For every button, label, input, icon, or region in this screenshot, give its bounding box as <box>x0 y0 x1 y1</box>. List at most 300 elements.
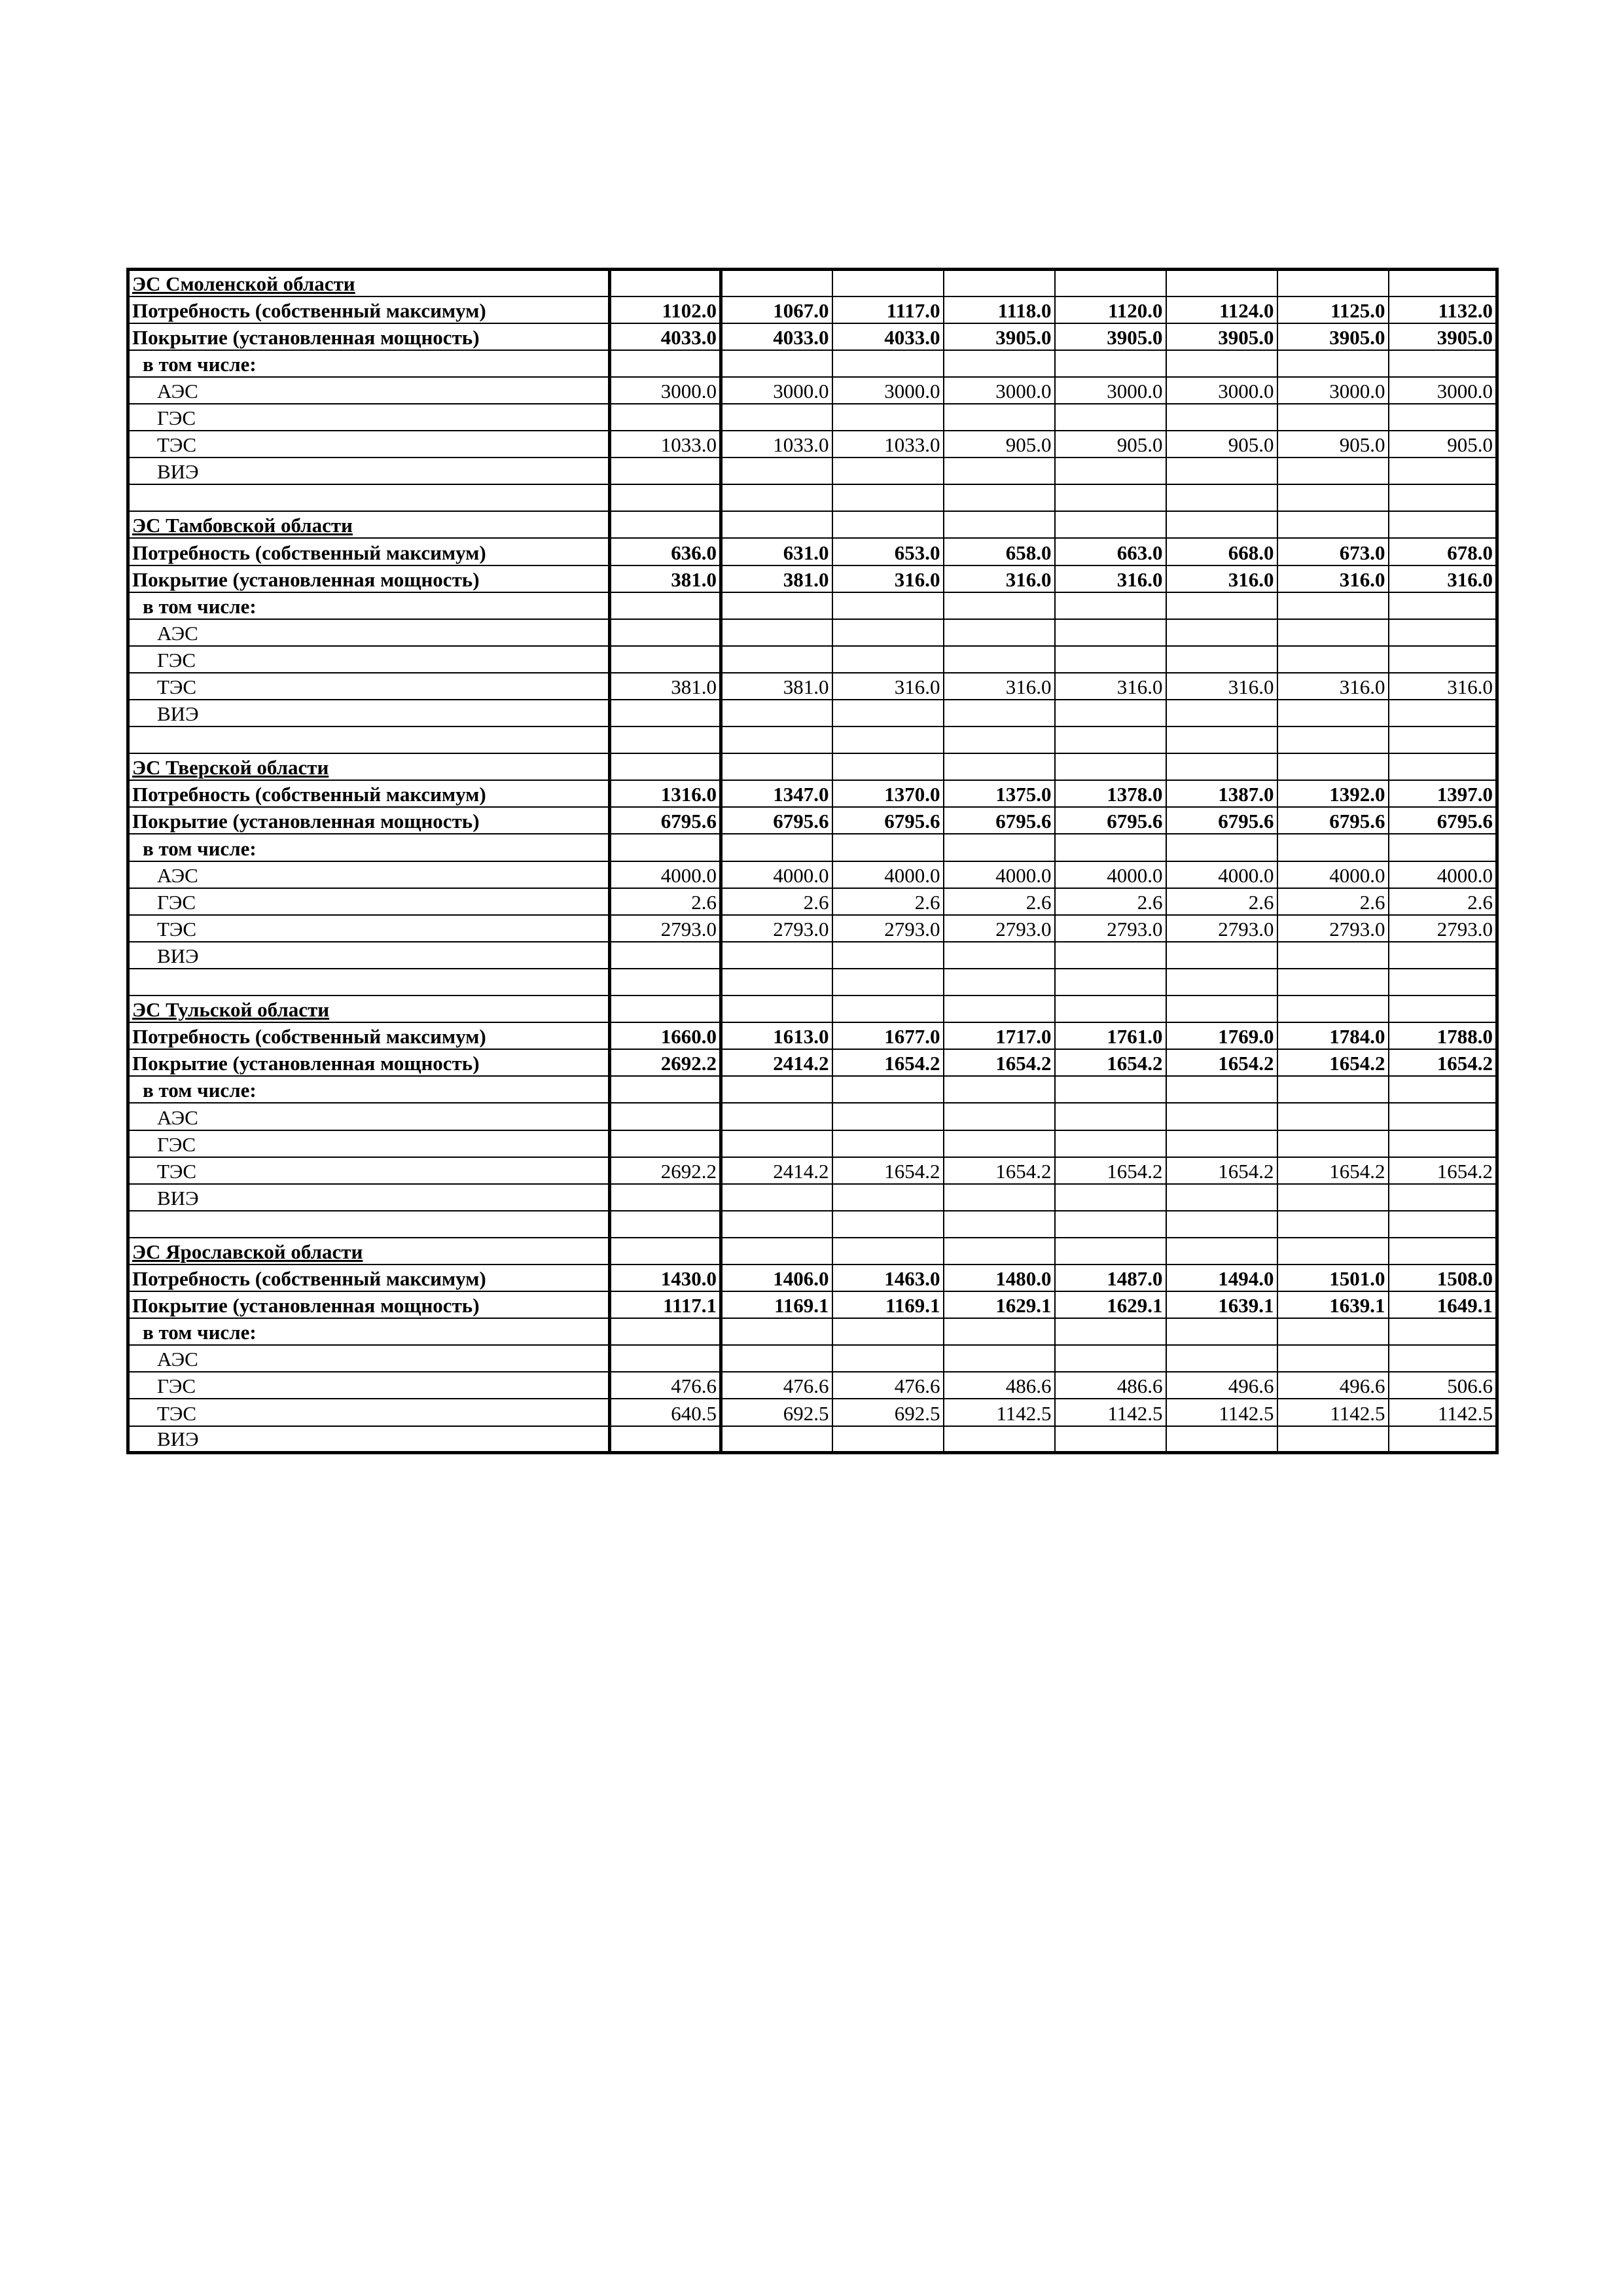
value-cell: 1654.2 <box>1277 1049 1389 1076</box>
source-row <box>128 377 1497 404</box>
value-cell <box>721 404 832 431</box>
value-cell <box>1277 1345 1389 1372</box>
value-cell <box>944 484 1055 511</box>
value-cell <box>610 1130 721 1157</box>
section-title-row <box>128 996 1497 1022</box>
value-cell: 3000.0 <box>1055 377 1166 404</box>
value-cell <box>1166 996 1277 1022</box>
value-cell: 1654.2 <box>832 1157 944 1184</box>
value-cell: 1378.0 <box>1055 780 1166 807</box>
value-cell <box>1389 942 1497 969</box>
value-cell: 1654.2 <box>1055 1157 1166 1184</box>
value-cell <box>1389 969 1497 996</box>
value-cell <box>1277 726 1389 753</box>
row-label: АЭС <box>128 377 610 404</box>
row-label: АЭС <box>128 861 610 888</box>
value-cell <box>1277 1076 1389 1103</box>
value-cell <box>832 404 944 431</box>
value-cell: 1654.2 <box>832 1049 944 1076</box>
value-cell: 1639.1 <box>1166 1291 1277 1318</box>
value-cell: 316.0 <box>1277 565 1389 592</box>
value-cell <box>1277 1318 1389 1345</box>
value-cell <box>1055 1076 1166 1103</box>
value-cell <box>832 619 944 646</box>
value-cell: 905.0 <box>944 431 1055 457</box>
value-cell: 381.0 <box>610 673 721 700</box>
value-cell: 496.6 <box>1277 1372 1389 1399</box>
value-cell <box>1055 1103 1166 1130</box>
value-cell <box>1166 1345 1277 1372</box>
value-cell <box>944 942 1055 969</box>
value-cell <box>721 646 832 673</box>
value-cell: 1717.0 <box>944 1022 1055 1049</box>
value-cell: 1494.0 <box>1166 1265 1277 1291</box>
value-cell: 4000.0 <box>1389 861 1497 888</box>
value-cell <box>1166 404 1277 431</box>
value-cell: 1033.0 <box>610 431 721 457</box>
value-cell <box>1055 1318 1166 1345</box>
value-cell <box>1389 1318 1497 1345</box>
value-cell: 1501.0 <box>1277 1265 1389 1291</box>
value-cell <box>610 726 721 753</box>
value-cell <box>610 1318 721 1345</box>
source-row <box>128 1103 1497 1130</box>
row-label: Потребность (собственный максимум) <box>128 538 610 565</box>
value-cell <box>1166 1184 1277 1211</box>
value-cell: 316.0 <box>1166 673 1277 700</box>
spacer-row <box>128 1211 1497 1238</box>
value-cell <box>1166 511 1277 538</box>
value-cell: 1480.0 <box>944 1265 1055 1291</box>
value-cell <box>944 1130 1055 1157</box>
value-cell: 1142.5 <box>1055 1399 1166 1426</box>
row-label: в том числе: <box>128 350 610 377</box>
value-cell <box>1166 484 1277 511</box>
value-cell: 678.0 <box>1389 538 1497 565</box>
source-row <box>128 942 1497 969</box>
value-cell <box>1166 1426 1277 1453</box>
value-cell <box>944 1238 1055 1265</box>
value-cell: 4000.0 <box>610 861 721 888</box>
value-cell <box>1389 726 1497 753</box>
value-cell <box>832 1345 944 1372</box>
value-cell: 6795.6 <box>1166 807 1277 834</box>
value-cell: 316.0 <box>1389 673 1497 700</box>
value-cell: 3000.0 <box>1166 377 1277 404</box>
value-cell <box>721 619 832 646</box>
value-cell <box>1166 1103 1277 1130</box>
value-cell <box>610 646 721 673</box>
value-cell: 1649.1 <box>1389 1291 1497 1318</box>
row-label: Потребность (собственный максимум) <box>128 1022 610 1049</box>
value-cell <box>1389 753 1497 780</box>
value-cell: 1761.0 <box>1055 1022 1166 1049</box>
row-label: в том числе: <box>128 1318 610 1345</box>
value-cell <box>610 1345 721 1372</box>
value-cell: 1132.0 <box>1389 296 1497 323</box>
value-cell <box>944 1345 1055 1372</box>
value-cell <box>721 969 832 996</box>
value-cell <box>832 484 944 511</box>
value-cell: 1629.1 <box>944 1291 1055 1318</box>
value-cell <box>610 969 721 996</box>
value-cell: 316.0 <box>832 565 944 592</box>
value-cell: 2793.0 <box>721 915 832 942</box>
value-cell: 3905.0 <box>1277 323 1389 350</box>
value-cell: 905.0 <box>1277 431 1389 457</box>
row-label: ЭС Смоленской области <box>128 270 610 296</box>
value-cell: 1654.2 <box>1277 1157 1389 1184</box>
value-cell <box>1277 1184 1389 1211</box>
value-cell <box>1277 834 1389 861</box>
value-cell: 4033.0 <box>832 323 944 350</box>
source-row <box>128 861 1497 888</box>
value-cell <box>1277 619 1389 646</box>
value-cell <box>1277 1130 1389 1157</box>
row-label: Покрытие (установленная мощность) <box>128 1291 610 1318</box>
value-cell <box>944 753 1055 780</box>
value-cell <box>610 484 721 511</box>
value-cell <box>721 996 832 1022</box>
value-cell <box>1166 646 1277 673</box>
value-cell <box>1055 350 1166 377</box>
value-cell: 6795.6 <box>1055 807 1166 834</box>
row-label: АЭС <box>128 1103 610 1130</box>
value-cell: 3905.0 <box>1166 323 1277 350</box>
value-cell <box>944 457 1055 484</box>
spacer-row <box>128 726 1497 753</box>
value-cell <box>721 726 832 753</box>
section-title-row <box>128 753 1497 780</box>
source-row <box>128 1130 1497 1157</box>
value-cell <box>944 592 1055 619</box>
value-cell <box>1055 1130 1166 1157</box>
value-cell: 2793.0 <box>1389 915 1497 942</box>
row-label: ЭС Ярославской области <box>128 1238 610 1265</box>
value-cell: 4000.0 <box>1277 861 1389 888</box>
value-cell: 3000.0 <box>832 377 944 404</box>
value-cell <box>1389 1211 1497 1238</box>
value-cell <box>1389 1103 1497 1130</box>
value-cell: 316.0 <box>1166 565 1277 592</box>
value-cell <box>944 511 1055 538</box>
value-cell <box>1166 969 1277 996</box>
value-cell <box>1277 270 1389 296</box>
row-label: в том числе: <box>128 1076 610 1103</box>
value-cell: 381.0 <box>610 565 721 592</box>
value-cell: 4033.0 <box>721 323 832 350</box>
row-label: ВИЭ <box>128 457 610 484</box>
value-cell <box>1166 753 1277 780</box>
spacer-row <box>128 969 1497 996</box>
value-cell <box>1389 700 1497 726</box>
value-cell <box>1389 1345 1497 1372</box>
row-label: Потребность (собственный максимум) <box>128 780 610 807</box>
value-cell: 1347.0 <box>721 780 832 807</box>
value-cell <box>610 1103 721 1130</box>
source-row <box>128 1184 1497 1211</box>
value-cell <box>1166 834 1277 861</box>
row-label: ГЭС <box>128 404 610 431</box>
metric-row <box>128 538 1497 565</box>
value-cell <box>721 1130 832 1157</box>
spacer-row <box>128 484 1497 511</box>
value-cell <box>721 592 832 619</box>
value-cell <box>832 457 944 484</box>
source-row <box>128 1399 1497 1426</box>
value-cell <box>1055 484 1166 511</box>
row-label: ТЭС <box>128 431 610 457</box>
value-cell: 1654.2 <box>1055 1049 1166 1076</box>
value-cell <box>1055 619 1166 646</box>
value-cell <box>1055 1184 1166 1211</box>
value-cell: 6795.6 <box>1277 807 1389 834</box>
value-cell <box>944 1426 1055 1453</box>
value-cell: 316.0 <box>1277 673 1389 700</box>
metric-row <box>128 780 1497 807</box>
value-cell: 3000.0 <box>1277 377 1389 404</box>
value-cell <box>1277 646 1389 673</box>
value-cell <box>721 834 832 861</box>
row-label: ГЭС <box>128 646 610 673</box>
value-cell: 6795.6 <box>1389 807 1497 834</box>
value-cell: 3905.0 <box>944 323 1055 350</box>
value-cell <box>1055 457 1166 484</box>
value-cell: 2.6 <box>1277 888 1389 915</box>
value-cell: 2.6 <box>610 888 721 915</box>
document-page <box>126 268 1495 1454</box>
value-cell <box>1277 350 1389 377</box>
value-cell <box>1277 969 1389 996</box>
value-cell <box>832 1076 944 1103</box>
value-cell <box>832 1103 944 1130</box>
value-cell <box>1389 1076 1497 1103</box>
metric-row <box>128 1291 1497 1318</box>
source-row <box>128 700 1497 726</box>
value-cell <box>1389 270 1497 296</box>
value-cell: 2.6 <box>944 888 1055 915</box>
value-cell: 316.0 <box>1389 565 1497 592</box>
value-cell <box>1166 1318 1277 1345</box>
value-cell: 905.0 <box>1389 431 1497 457</box>
value-cell: 1142.5 <box>1166 1399 1277 1426</box>
value-cell: 1142.5 <box>944 1399 1055 1426</box>
value-cell: 4000.0 <box>721 861 832 888</box>
value-cell: 1397.0 <box>1389 780 1497 807</box>
value-cell <box>1166 700 1277 726</box>
source-row <box>128 404 1497 431</box>
value-cell <box>944 646 1055 673</box>
value-cell: 316.0 <box>944 565 1055 592</box>
row-label: в том числе: <box>128 592 610 619</box>
power-balance-table <box>126 268 1499 1454</box>
value-cell <box>1166 726 1277 753</box>
value-cell <box>721 1184 832 1211</box>
value-cell <box>832 350 944 377</box>
value-cell: 3000.0 <box>721 377 832 404</box>
value-cell <box>944 1318 1055 1345</box>
subheader-row <box>128 834 1497 861</box>
value-cell <box>610 511 721 538</box>
value-cell: 496.6 <box>1166 1372 1277 1399</box>
value-cell: 486.6 <box>1055 1372 1166 1399</box>
value-cell: 3905.0 <box>1389 323 1497 350</box>
value-cell <box>610 619 721 646</box>
section-title-row <box>128 511 1497 538</box>
value-cell: 640.5 <box>610 1399 721 1426</box>
value-cell <box>1055 1238 1166 1265</box>
value-cell <box>610 350 721 377</box>
value-cell: 6795.6 <box>944 807 1055 834</box>
value-cell: 653.0 <box>832 538 944 565</box>
value-cell: 2414.2 <box>721 1049 832 1076</box>
row-label: АЭС <box>128 619 610 646</box>
section-title-row <box>128 270 1497 296</box>
value-cell: 3000.0 <box>1389 377 1497 404</box>
row-label: ГЭС <box>128 888 610 915</box>
value-cell <box>1389 834 1497 861</box>
value-cell <box>610 270 721 296</box>
value-cell: 1677.0 <box>832 1022 944 1049</box>
value-cell <box>832 270 944 296</box>
source-row <box>128 1372 1497 1399</box>
value-cell <box>1166 1211 1277 1238</box>
source-row <box>128 673 1497 700</box>
value-cell: 6795.6 <box>610 807 721 834</box>
value-cell: 2793.0 <box>1166 915 1277 942</box>
value-cell <box>721 700 832 726</box>
value-cell <box>832 1184 944 1211</box>
value-cell <box>832 726 944 753</box>
value-cell <box>832 996 944 1022</box>
value-cell: 1660.0 <box>610 1022 721 1049</box>
value-cell <box>1277 1426 1389 1453</box>
value-cell <box>944 404 1055 431</box>
value-cell <box>610 1211 721 1238</box>
value-cell <box>832 1318 944 1345</box>
value-cell <box>832 834 944 861</box>
value-cell <box>1055 270 1166 296</box>
row-label: ТЭС <box>128 1157 610 1184</box>
value-cell: 1316.0 <box>610 780 721 807</box>
subheader-row <box>128 1076 1497 1103</box>
value-cell <box>1166 1076 1277 1103</box>
value-cell: 1169.1 <box>721 1291 832 1318</box>
value-cell: 2793.0 <box>944 915 1055 942</box>
value-cell: 1654.2 <box>944 1157 1055 1184</box>
value-cell <box>1277 457 1389 484</box>
value-cell <box>1166 942 1277 969</box>
value-cell: 1375.0 <box>944 780 1055 807</box>
value-cell <box>1277 1238 1389 1265</box>
value-cell: 506.6 <box>1389 1372 1497 1399</box>
value-cell: 6795.6 <box>721 807 832 834</box>
value-cell <box>1277 1103 1389 1130</box>
value-cell <box>1055 1345 1166 1372</box>
row-label: ВИЭ <box>128 942 610 969</box>
value-cell: 1463.0 <box>832 1265 944 1291</box>
value-cell <box>1389 511 1497 538</box>
source-row <box>128 431 1497 457</box>
metric-row <box>128 323 1497 350</box>
value-cell <box>610 700 721 726</box>
value-cell: 1120.0 <box>1055 296 1166 323</box>
row-label: ВИЭ <box>128 700 610 726</box>
value-cell: 6795.6 <box>832 807 944 834</box>
value-cell: 1392.0 <box>1277 780 1389 807</box>
value-cell: 2793.0 <box>1055 915 1166 942</box>
value-cell <box>1389 457 1497 484</box>
value-cell: 1654.2 <box>1166 1157 1277 1184</box>
value-cell <box>1277 592 1389 619</box>
value-cell: 316.0 <box>944 673 1055 700</box>
value-cell <box>1389 1184 1497 1211</box>
value-cell: 1117.1 <box>610 1291 721 1318</box>
value-cell: 1639.1 <box>1277 1291 1389 1318</box>
section-title-row <box>128 1238 1497 1265</box>
value-cell <box>832 700 944 726</box>
value-cell <box>1389 592 1497 619</box>
row-label: ГЭС <box>128 1372 610 1399</box>
value-cell <box>1166 350 1277 377</box>
value-cell <box>944 1184 1055 1211</box>
value-cell <box>944 350 1055 377</box>
value-cell: 381.0 <box>721 673 832 700</box>
table-body <box>128 270 1497 1453</box>
value-cell: 1788.0 <box>1389 1022 1497 1049</box>
value-cell: 1629.1 <box>1055 1291 1166 1318</box>
value-cell <box>944 619 1055 646</box>
value-cell: 1033.0 <box>721 431 832 457</box>
value-cell <box>1055 834 1166 861</box>
value-cell: 1769.0 <box>1166 1022 1277 1049</box>
value-cell <box>721 511 832 538</box>
value-cell <box>1055 511 1166 538</box>
value-cell: 1117.0 <box>832 296 944 323</box>
value-cell: 476.6 <box>610 1372 721 1399</box>
value-cell: 1387.0 <box>1166 780 1277 807</box>
value-cell: 2793.0 <box>832 915 944 942</box>
value-cell <box>1166 270 1277 296</box>
source-row <box>128 1426 1497 1453</box>
value-cell <box>610 1238 721 1265</box>
metric-row <box>128 807 1497 834</box>
value-cell <box>1166 592 1277 619</box>
value-cell: 663.0 <box>1055 538 1166 565</box>
value-cell: 636.0 <box>610 538 721 565</box>
value-cell: 4000.0 <box>1166 861 1277 888</box>
value-cell <box>832 1130 944 1157</box>
value-cell <box>610 457 721 484</box>
value-cell: 2.6 <box>1389 888 1497 915</box>
value-cell <box>721 1211 832 1238</box>
source-row <box>128 457 1497 484</box>
row-label: ВИЭ <box>128 1426 610 1453</box>
value-cell <box>832 1238 944 1265</box>
value-cell: 4033.0 <box>610 323 721 350</box>
value-cell <box>610 404 721 431</box>
row-label <box>128 726 610 753</box>
row-label: ЭС Тамбовской области <box>128 511 610 538</box>
row-label <box>128 1211 610 1238</box>
value-cell <box>721 1345 832 1372</box>
value-cell: 1784.0 <box>1277 1022 1389 1049</box>
value-cell: 4000.0 <box>1055 861 1166 888</box>
value-cell: 381.0 <box>721 565 832 592</box>
value-cell: 316.0 <box>1055 673 1166 700</box>
value-cell <box>1389 1238 1497 1265</box>
value-cell <box>1277 996 1389 1022</box>
